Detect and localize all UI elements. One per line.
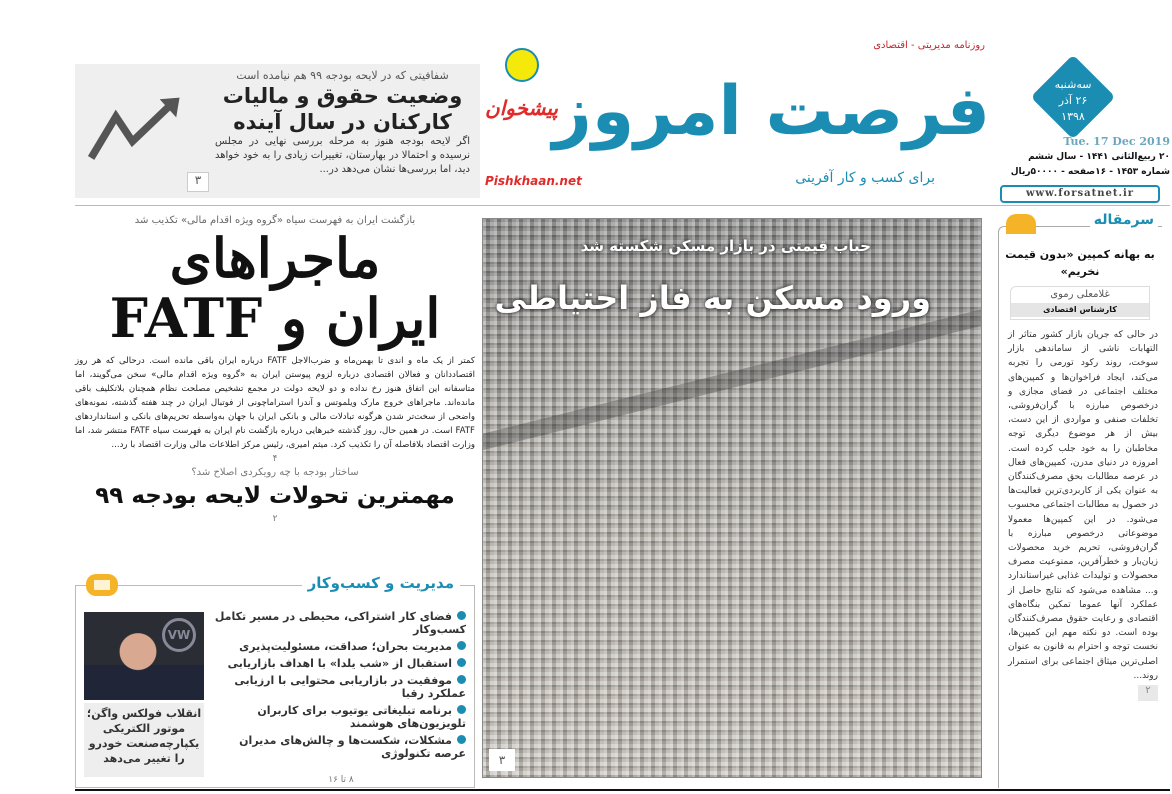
lead-body: کمتر از یک ماه و اندی تا بهمن‌ماه و ضرب‌الاجل FATF درباره ایران باقی مانده است. درحالی که هر روز اقتصاددانان و فعالان اقتصادی درباره لزوم پیوستن ایران به «گروه ویژه اقدام مالی» سخن می‌گویند، اما متاسفانه این اتفاق هنوز رخ نداده و دو لایحه دولت در مجمع تشخیص مصلحت نظام همچنان بلاتکلیف باقی مانده‌اند. ماجراهای خروج مارک ویلموتس و آندرا استراماچونی از فوتبال ایران در چند هفته گذشته، نمونه‌های واضحی از سخت‌تر شدن هرگونه تبادلات مالی و بانکی ایران با جهان به‌واسطه تحریم‌های بانکی و استانداردهای FATF است. در همین حال، روز گذشته خبرهایی درباره بازگشت نام ایران به فهرست سیاه FATF منتشر شد، اما وزارت اقتصاد بلافاصله آن را تکذیب کرد. میثم امیری، رئیس مرکز اطلاعات مالی وزارت اقتصاد با رد...	[75, 356, 475, 450]
business-section	[75, 574, 475, 788]
teaser-text	[215, 68, 470, 177]
page-number: ۴	[272, 454, 278, 464]
bullet-icon	[457, 735, 466, 744]
item-label: مدیریت بحران؛ صداقت، مسئولیت‌پذیری	[239, 640, 452, 653]
photo-caption: انقلاب فولکس واگن؛ موتور الکتریکی یکپارچه‌صنعت خودرو را تغییر می‌دهد	[84, 703, 204, 777]
page-number: ۳	[489, 749, 515, 771]
list-item[interactable]	[211, 674, 466, 700]
city-road	[482, 301, 982, 452]
item-label: موفقیت در بازاریابی محتوایی با ارزیابی عملکرد رقبا	[234, 674, 466, 700]
divider	[75, 205, 1170, 206]
hero-photo[interactable]	[482, 218, 982, 778]
english-date: Tue. 17 Dec 2019	[1063, 135, 1170, 148]
item-label: برنامه تبلیغاتی یوتیوب برای کاربران تلویزیون‌های هوشمند	[257, 704, 466, 730]
bullet-icon	[457, 658, 466, 667]
bullet-icon	[457, 675, 466, 684]
list-item[interactable]	[211, 610, 466, 636]
teaser-box[interactable]	[75, 64, 480, 198]
business-list	[211, 610, 466, 764]
list-item[interactable]	[211, 640, 466, 653]
briefcase-icon	[86, 574, 118, 596]
vw-logo: VW	[162, 618, 196, 652]
budget-headline[interactable]: مهمترین تحولات لایحه بودجه ۹۹	[95, 483, 455, 509]
headline-line: ایران و FATF	[109, 286, 441, 350]
vw-photo[interactable]	[84, 612, 204, 700]
hijri-date: ۲۰ ربیع‌الثانی ۱۴۴۱ - سال ششم	[1028, 152, 1170, 162]
newspaper-name: فرصت امروز	[552, 72, 990, 151]
teaser-title[interactable]: وضعیت حقوق و مالیات کارکنان در سال آینده	[222, 84, 463, 134]
year: ۱۳۹۸	[1061, 110, 1085, 123]
bullet-icon	[457, 611, 466, 620]
lead-story	[75, 210, 475, 526]
item-label: مشکلات، شکست‌ها و چالش‌های مدیران عرصه تکنولوژی	[239, 734, 466, 760]
author-name: غلامعلی رموی	[1050, 289, 1110, 300]
teaser-kicker: شفافیتی که در لایحه بودجه ۹۹ هم نیامده است	[236, 69, 449, 82]
watermark-url: Pishkhaan.net	[485, 174, 582, 188]
page-number: ۳	[187, 172, 209, 192]
section-title: سرمقاله	[1090, 212, 1158, 228]
bottom-rule	[75, 789, 1170, 791]
website-link[interactable]: www.forsatnet.ir	[1000, 185, 1160, 203]
date-block	[998, 55, 1170, 205]
section-title: مدیریت و کسب‌و‌کار	[302, 574, 460, 592]
pen-icon	[1006, 214, 1036, 234]
bullet-icon	[457, 641, 466, 650]
hero-kicker: حباب قیمتی در بازار مسکن شکسته شد	[580, 237, 871, 255]
editorial-body: در حالی که جریان بازار کشور متاثر از التهابات ناشی از ساماندهی بازار سوخت، روند رکود تورمی را تجربه می‌کند، ایجاد فراخوان‌ها و کمپین‌های مختلف اجتماعی در فضای مجازی و درخصوص مبارزه با گران‌فروشی، تخلفات صنفی و مواردی از این دست، بیش از هر موضوع دیگری توجه مخاطبان را به خود جلب کرده است. امروزه در دنیای مدرن، کمپین‌های فعال در عرصه مطالبات بحق مصرف‌کنندگان به عنوان یکی از کاربردی‌ترین فعالیت‌ها در حصول به مطالبات اجتماعی محسوب می‌شود. در این کمپین‌ها معمولا موضوعاتی درخصوص مبارزه با گران‌فروشی، تحریم خرید محصولات زیان‌بار و خطرآفرین، ممنوعیت مصرف محصولات و تولیدات غذایی غیراستاندارد و... مشاهده می‌شود که نتایج حاصل از عملکرد آنها عموما تمکین بنگاه‌های اقتصادی و رعایت حقوق مصرف‌کنندگان بوده است. دو نکته مهم این کمپین‌ها، نخست توجه و احترام به قانون به عنوان اصلی‌ترین میثاق اجتماعی برای استمرار روند...	[1008, 330, 1158, 681]
author-role: کارشناس اقتصادی	[1011, 303, 1149, 317]
masthead	[485, 40, 995, 200]
teaser-body: اگر لایحه بودجه هنوز به مرحله بررسی نهایی در مجلس نرسیده و احتمالا در بهارستان، تغییرات زیادی را به خود خواهد دید، اما بررسی‌ها نشان می‌دهد در...	[215, 136, 470, 175]
list-item[interactable]	[211, 734, 466, 760]
page-number: ۲	[272, 514, 278, 524]
masthead-subtitle: برای کسب و کار آفرینی	[795, 170, 935, 186]
watermark: پیشخوان	[485, 96, 558, 120]
issue-info: شماره ۱۴۵۳ - ۱۶صفحه - ۵۰۰۰۰ریال	[1010, 167, 1170, 177]
lead-kicker: بازگشت ایران به فهرست سیاه «گروه ویژه اقدام مالی» تکذیب شد	[134, 215, 416, 226]
sun-logo-icon	[505, 48, 539, 82]
editorial-text	[1008, 328, 1158, 701]
author-box	[1010, 286, 1150, 320]
day: ۲۶ آذر	[1058, 94, 1088, 107]
weekday: سه‌شنبه	[1054, 78, 1092, 91]
page-number: ۲	[1138, 685, 1158, 701]
bullet-icon	[457, 705, 466, 714]
item-label: فضای کار اشتراکی، محیطی در مسیر تکامل کسب‌و‌کار	[214, 610, 466, 636]
budget-kicker: ساختار بودجه با چه رویکردی اصلاح شد؟	[191, 467, 359, 478]
headline-line: ماجراهای	[169, 226, 381, 290]
trend-arrow-icon	[87, 94, 182, 164]
persian-date	[1033, 77, 1113, 125]
list-item[interactable]	[211, 657, 466, 670]
item-label: استقبال از «شب یلدا» با اهداف بازاریابی	[227, 657, 452, 670]
hero-headline[interactable]: ورود مسکن به فاز احتیاطی	[494, 279, 931, 317]
lead-headline[interactable]	[75, 228, 475, 348]
page-range: ۸ تا ۱۶	[328, 775, 354, 785]
editorial	[998, 212, 1170, 788]
editorial-title[interactable]: به بهانه کمپین «بدون قیمت نخریم»	[1005, 248, 1155, 278]
list-item[interactable]	[211, 704, 466, 730]
tagline: روزنامه مدیریتی - اقتصادی	[873, 40, 985, 51]
